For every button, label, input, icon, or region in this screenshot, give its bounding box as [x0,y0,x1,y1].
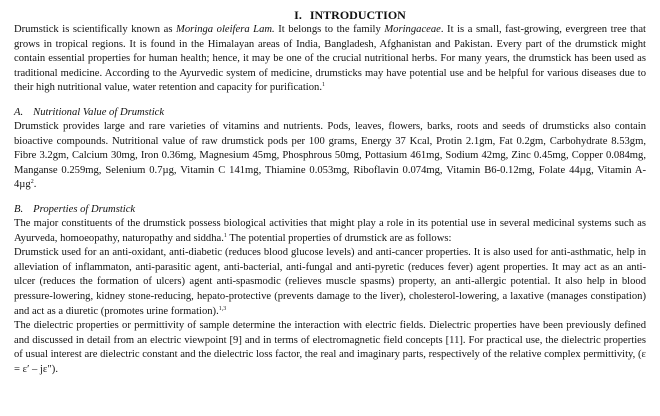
subsection-a-heading [14,106,646,120]
citation-ref: 1 [223,232,227,239]
citation-ref: 2 [30,179,34,186]
intro-text-1: Drumstick is scientifically known as [14,24,177,35]
constituents-paragraph [14,217,646,246]
constituents-tail: The potential properties of drumstick are as follows: [226,232,452,244]
section-title: INTRODUCTION [309,8,406,22]
dielectric-text: The dielectric properties or permittivity of sample determine the interaction with electric fields. Dielectric properties have been previously defined and discussed in detail from an electric viewpoint [9] and in terms of electromagnetic field concepts [11]. For practical use, the dielectric properties of usual interest are dielectric constant and the dielectric loss factor, the real and imaginary parts, respectively of the relative complex permittivity, (ε = ε′ – jε″). [14,320,646,375]
section-heading [14,8,646,22]
intro-paragraph [14,23,646,96]
subsection-b-title: Properties of Drumstick [33,203,136,215]
properties-text: Drumstick used for an anti-oxidant, anti-diabetic (reduces blood glucose levels) and anti-cancer properties. It is also used for anti-asthmatic, help in alleviation of inflammaton, anti-parasitic agent, anti-bacterial, anti-fungal and anti-pyretic (reduces fever) agent properties. It may act as an anti-ulcer (reduces the formation of ulcers) agent anti-spasmodic (relieves muscle spasms) property, an anti-allergic potential. It also help in blood pressure-lowering, kidney stone-reducing, hepato-protective (prevents damage to the liver), cholesterol-lowering, a laxative (manages constipation) and act as a diuretic (promotes urine formation). [14,247,646,317]
family-name: Moringaceae [384,24,441,35]
subsection-b-letter: B. [14,203,24,215]
subsection-a-title: Nutritional Value of Drumstick [33,106,165,118]
nutrition-paragraph: Drumstick provides large and rare varieties of vitamins and nutrients. Pods, leaves, flowers, barks, roots and seeds of drumsticks also contain bioactive compounds. Nutritional value of raw drumstick pods per 100 grams, Energy 37 Kcal, Protin 2.1gm, Fat 0.2gm, Carbohydrate 8.53gm, Fibre 3.2gm, Calcium 30mg, Iron 0.36mg, Magnesium 45mg, Phosphrous 50mg, Pottasium 461mg, Sodium 42mg, Zinc 0.45mg, Copper 0.084mg, Manganse 0.259mg, Selenium 0.7µg, Vitamin C 141mg, Thiamine 0.053mg, Riboflavin 0.074mg, Vitamin B6-0.12mg, Folate 44µg, Vitamin A-4µg$^2$. [14,120,646,191]
properties-paragraph [14,246,646,319]
nutrition-text: Drumstick provides large and rare varieties of vitamins and nutrients. Pods, leaves, flowers, barks, roots and seeds of drumsticks also contain bioactive compounds. Nutritional value of raw drumstick pods per 100 grams, Energy 37 Kcal, Protin 2.1gm, Fat 0.2gm, Carbohydrate 8.53gm, Fibre 3.2gm, Calcium 30mg, Iron 0.36mg, Magnesium 45mg, Phosphrous 50mg, Pottasium 461mg, Sodium 42mg, Zinc 0.45mg, Copper 0.084mg, Manganse 0.259mg, Selenium 0.7µg, Vitamin C 141mg, Thiamine 0.053mg, Riboflavin 0.074mg, Vitamin B6-0.12mg, Folate 44µg, Vitamin A-4µg [14,120,646,191]
dielectric-paragraph [14,319,646,377]
subsection-b-heading [14,203,646,217]
species-name: Moringa oleifera Lam. [176,24,275,35]
section-number: I. [294,8,302,22]
citation-ref: 1 [322,82,325,89]
intro-text-3: . It is a small, fast-growing, evergreen tree that grows in tropical regions. It is found in the Himalayan areas of India, Bangladesh, Afghanistan and Pakistan. Every part of the drumstick might contain essential properties for human health; hence, it may be one of the crucial nutritional herbs. For many years, the drumstick has been used as traditional medicine. According to the Ayurvedic system of medicine, drumsticks may have potential use and be helpful for various diseases due to their high nutritional value, water retention and capacity for purification. [14,24,646,94]
intro-text-2: It belongs to the family [274,24,385,35]
citation-ref: 1,3 [218,305,227,312]
subsection-a-letter: A. [14,106,24,118]
constituents-text: The major constituents of the drumstick possess biological activities that might play a role in its potential use in several medicinal systems such as Ayurveda, homoeopathy, naturopathy and siddha. [14,217,646,244]
